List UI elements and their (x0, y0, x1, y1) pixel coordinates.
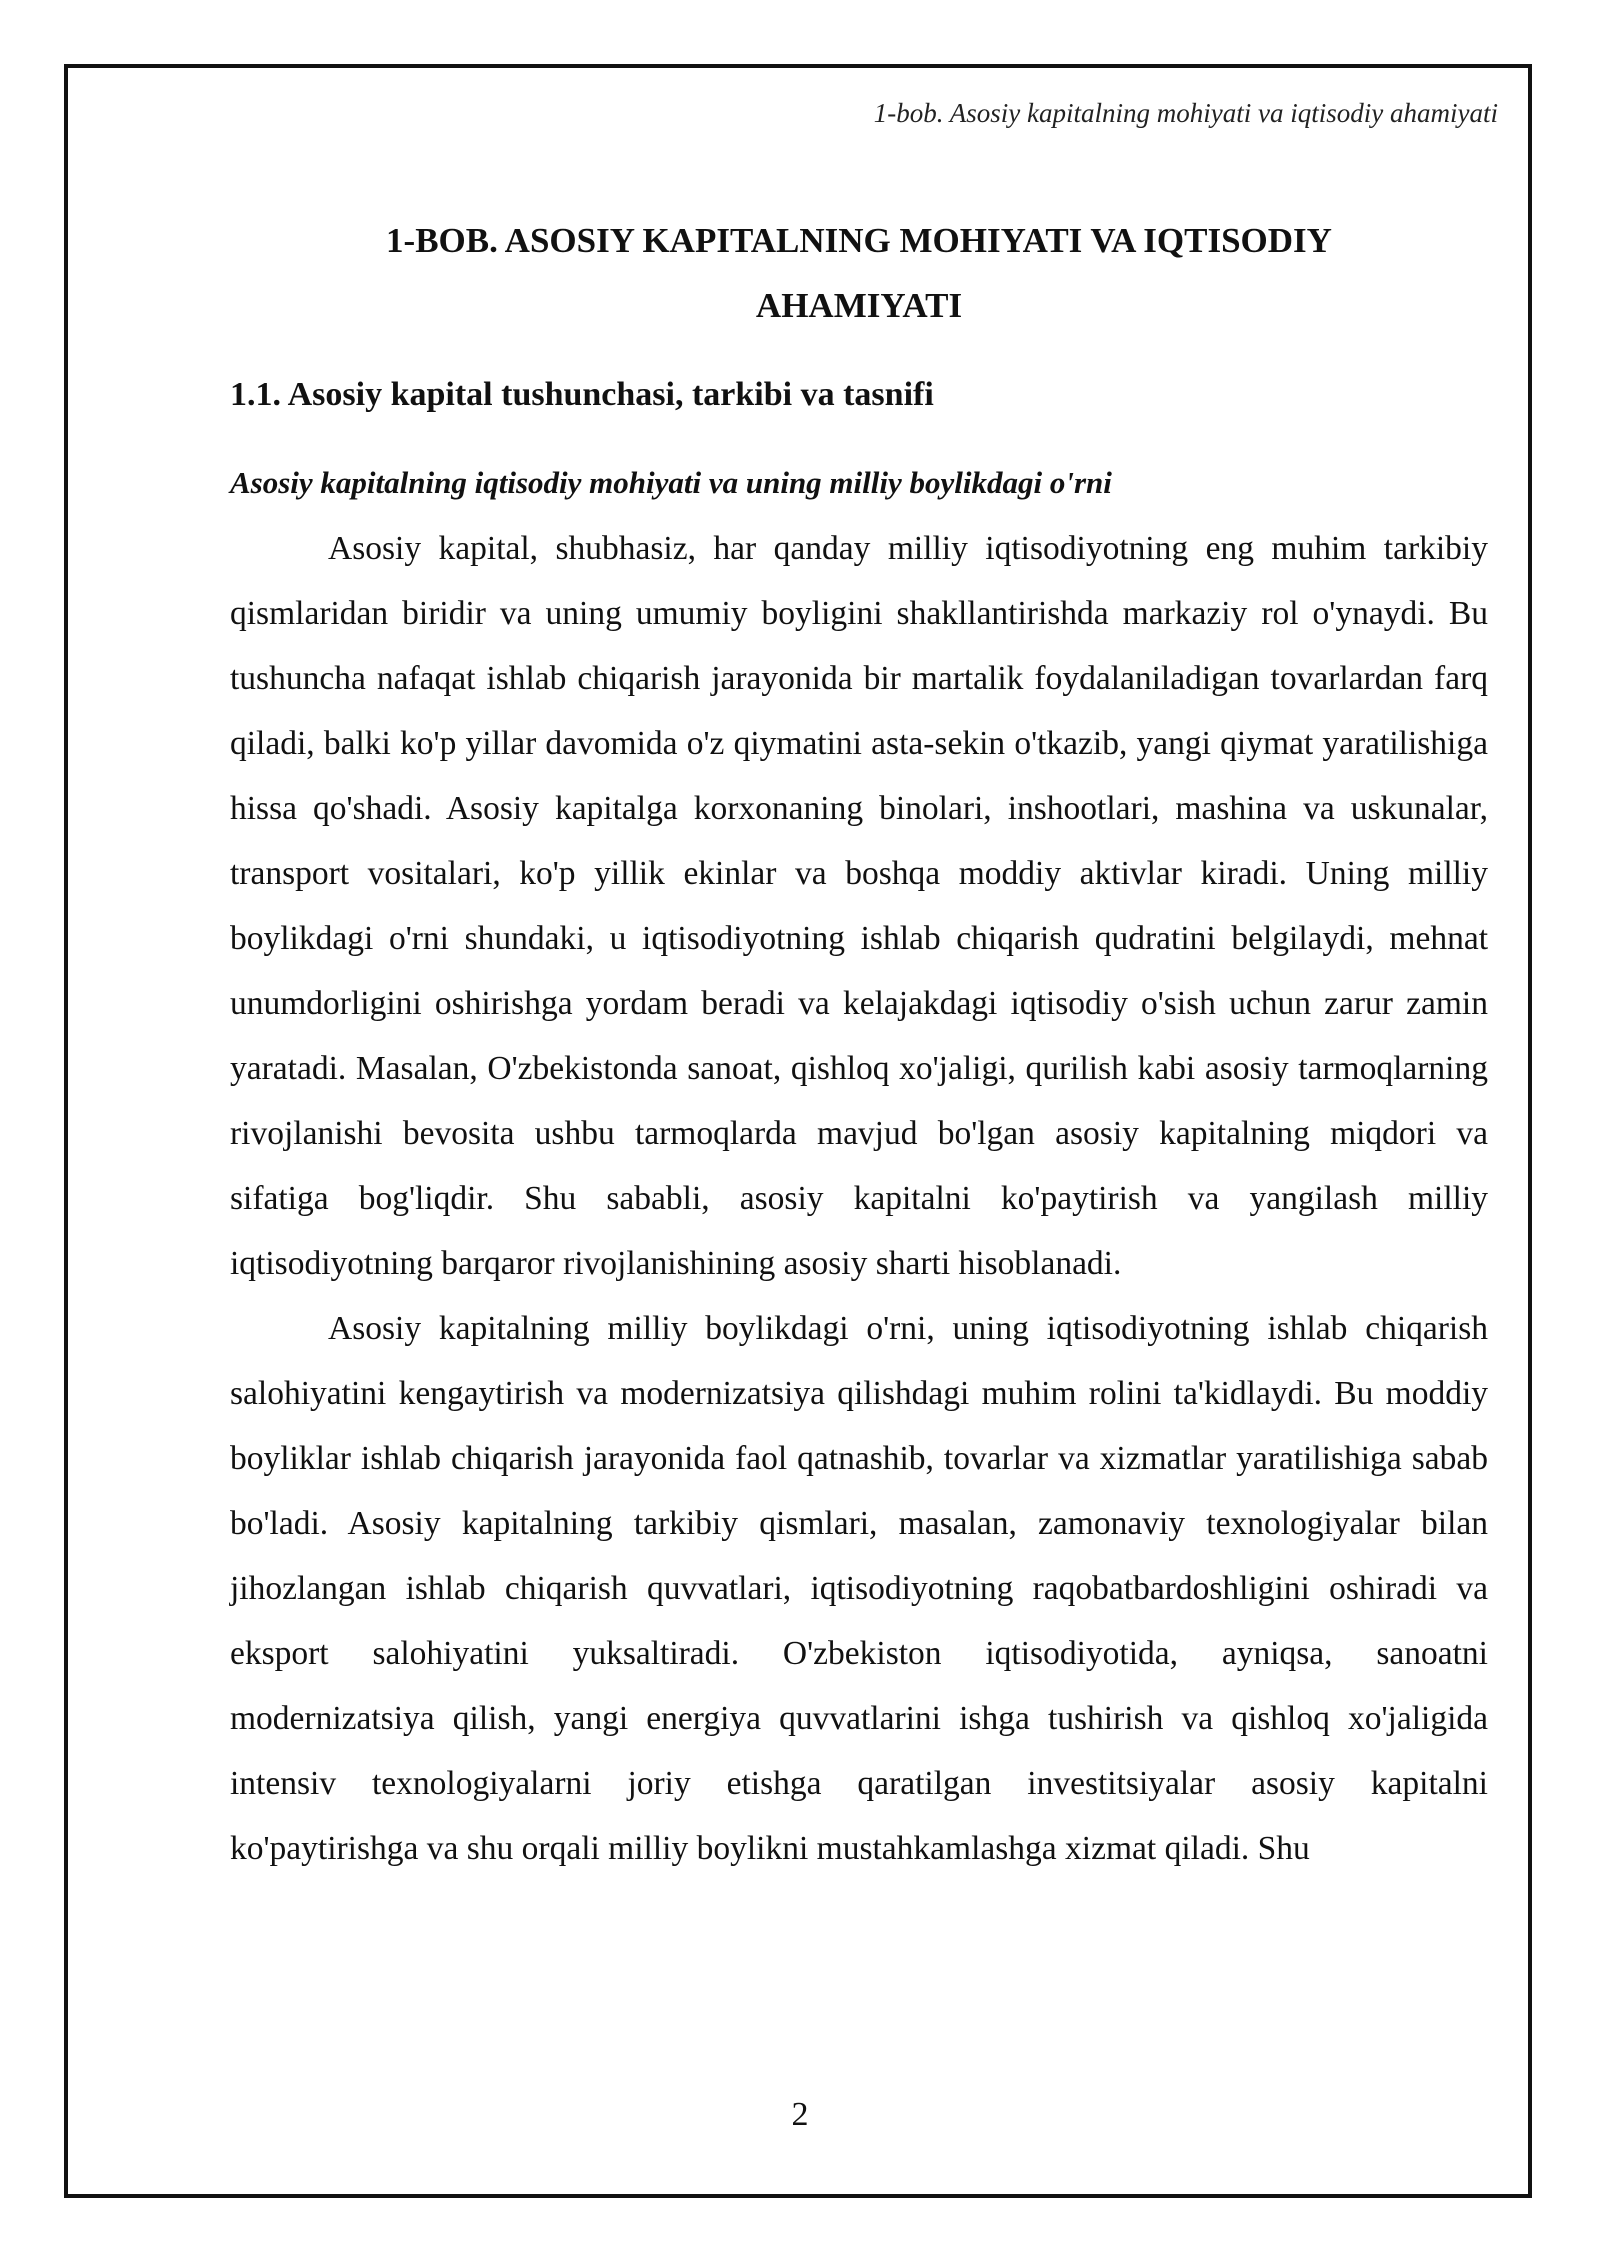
section-title: 1.1. Asosiy kapital tushunchasi, tarkibi va tasnifi (230, 376, 934, 413)
chapter-title-line-2: AHAMIYATI (755, 286, 963, 325)
page-number: 2 (791, 2096, 809, 2133)
page-content (230, 208, 1488, 1881)
subsection-title: Asosiy kapitalning iqtisodiy mohiyati va uning milliy boylikdagi o'rni (230, 465, 1112, 500)
body-paragraph-2: Asosiy kapitalning milliy boylikdagi o'rni, uning iqtisodiyotning ishlab chiqarish salohiyatini kengaytirish va modernizatsiya qilishdagi muhim rolini ta'kidlaydi. Bu moddiy boyliklar ishlab chiqarish jarayonida faol qatnashib, tovarlar va xizmatlar yaratilishiga sabab bo'ladi. Asosiy kapitalning tarkibiy qismlari, masalan, zamonaviy texnologiyalar bilan jihozlangan ishlab chiqarish quvvatlari, iqtisodiyotning raqobatbardoshligini oshiradi va eksport salohiyatini yuksaltiradi. O'zbekiston iqtisodiyotida, ayniqsa, sanoatni modernizatsiya qilish, yangi energiya quvvatlarini ishga tushirish va qishloq xo'jaligida intensiv texnologiyalarni joriy etishga qaratilgan investitsiyalar asosiy kapitalni ko'paytirishga va shu orqali milliy boylikni mustahkamlashga xizmat qiladi. Shu (230, 1310, 1488, 1867)
chapter-title (230, 208, 1488, 338)
body-paragraph-1: Asosiy kapital, shubhasiz, har qanday milliy iqtisodiyotning eng muhim tarkibiy qismlaridan biridir va uning umumiy boyligini shakllantirishda markaziy rol o'ynaydi. Bu tushuncha nafaqat ishlab chiqarish jarayonida bir martalik foydalaniladigan tovarlardan farq qiladi, balki ko'p yillar davomida o'z qiymatini asta-sekin o'tkazib, yangi qiymat yaratilishiga hissa qo'shadi. Asosiy kapitalga korxonaning binolari, inshootlari, mashina va uskunalar, transport vositalari, ko'p yillik ekinlar va boshqa moddiy aktivlar kiradi. Uning milliy boylikdagi o'rni shundaki, u iqtisodiyotning ishlab chiqarish qudratini belgilaydi, mehnat unumdorligini oshirishga yordam beradi va kelajakdagi iqtisodiy o'sish uchun zarur zamin yaratadi. Masalan, O'zbekistonda sanoat, qishloq xo'jaligi, qurilish kabi asosiy tarmoqlarning rivojlanishi bevosita ushbu tarmoqlarda mavjud bo'lgan asosiy kapitalning miqdori va sifatiga bog'liqdir. Shu sababli, asosiy kapitalni ko'paytirish va yangilash milliy iqtisodiyotning barqaror rivojlanishining asosiy sharti hisoblanadi. (230, 530, 1488, 1282)
running-header: 1-bob. Asosiy kapitalning mohiyati va iqtisodiy ahamiyati (873, 98, 1498, 128)
chapter-title-line-1: 1-BOB. ASOSIY KAPITALNING MOHIYATI VA IQTISODIY (386, 221, 1332, 260)
